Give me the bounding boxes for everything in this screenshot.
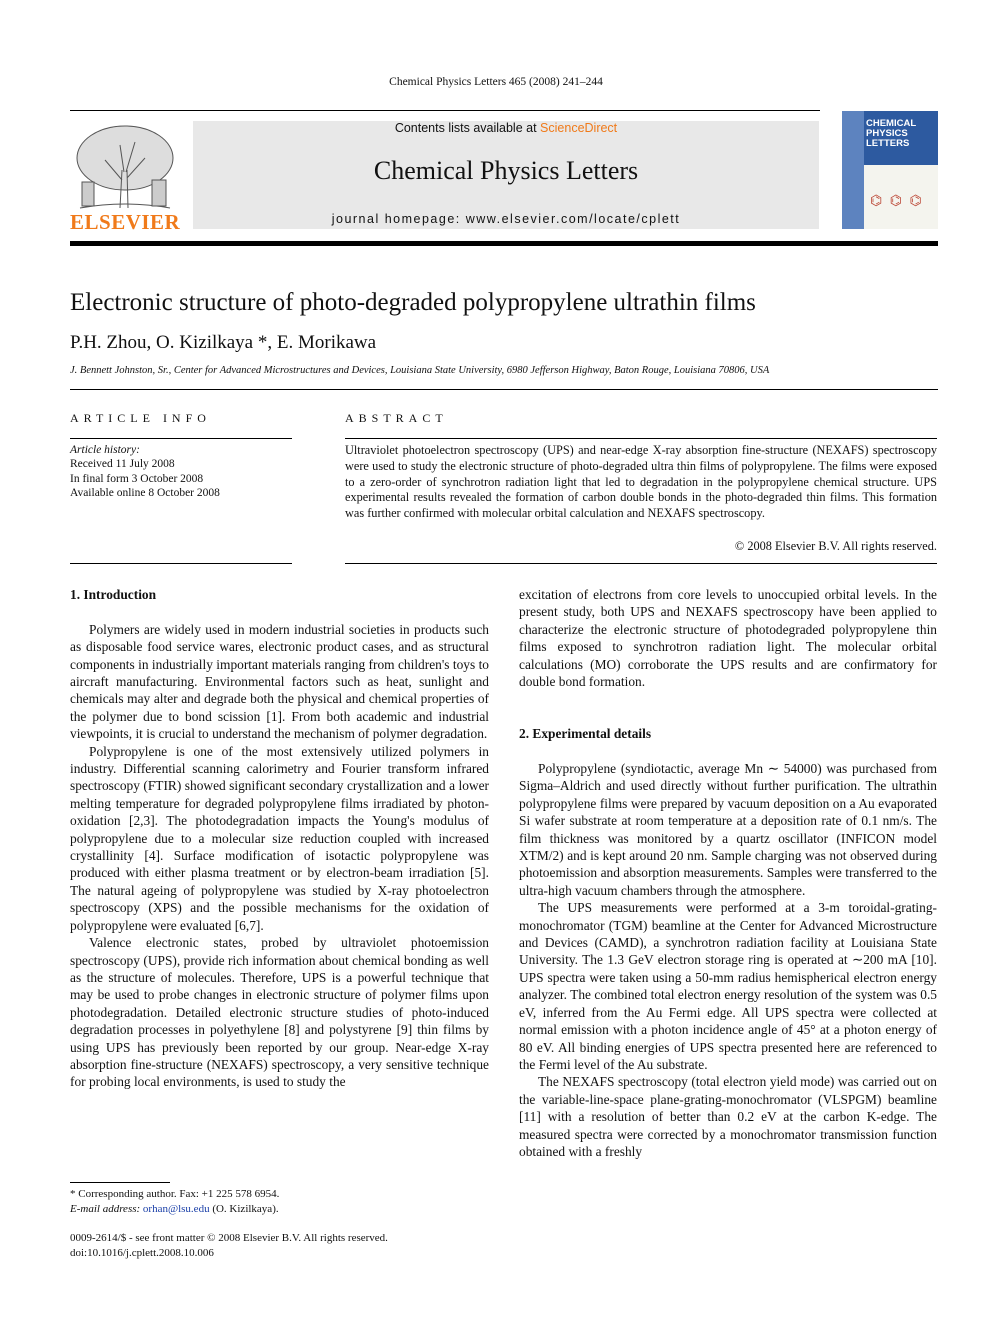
intro-paragraph-1: Polymers are widely used in modern industrial societies in products such as disposable food service wares, electronic product cases, and as structural components in industrially important materials ranging from children's toys to aircraft manufacturing. Environmental factors such as heat, sunlight and chemicals may alter and degrade both the physical and chemical properties of the polymer due to bond scission [1]. From both academic and industrial viewpoints, it is crucial to understand the mechanism of polymer degradation. [70,621,489,742]
running-head: Chemical Physics Letters 465 (2008) 241–244 [389,76,603,88]
sciencedirect-link[interactable]: ScienceDirect [540,121,618,135]
corresponding-author-footnote [70,1187,279,1216]
section-2-heading: 2. Experimental details [519,726,652,742]
right-column [519,586,937,1160]
intro-paragraph-3: Valence electronic states, probed by ultraviolet photoemission spectroscopy (UPS), provide rich information about chemical bonding as well as the structure of molecules. Therefore, UPS is a powerful technique that may be used to probe changes in electronic structure of polymer films upon photodegradation. Detailed electronic structure studies of photo-induced degradation processes in polyethylene [8] and polystyrene [9] thin films by using UPS has previously been reported by our group. Near-edge X-ray absorption fine-structure (NEXAFS) spectroscopy, a very sensitive technique for probing local environments, is used to study the [70,935,489,1090]
abstract-heading: ABSTRACT [345,411,448,425]
left-column [70,586,489,1091]
article-info-heading: ARTICLE INFO [70,411,211,425]
intro-paragraph-2: Polypropylene is one of the most extensively utilized polymers in industry. Differential scanning calorimetry and Fourier transform infrared spectroscopy (FTIR) showed significant secondary crystallization and a lower melting temperature for degraded polypropylene films irradiated by photon-oxidation [2,3]. The photodegradation impacts the Young's modulus of polypropylene due to a molecular size reduction coupled with increased crystallinity [4]. Surface modification of isotactic polypropylene was produced with either plasma treatment or by electron-beam irradiation [5]. The natural ageing of polypropylene was studied by X-ray photoelectron spectroscopy (XPS) and the possible mechanisms for the oxidation of polypropylene were evaluated [6,7]. [70,743,489,933]
email-line [70,1202,279,1217]
contents-line [193,121,819,135]
doi-line[interactable]: doi:10.1016/j.cplett.2008.10.006 [70,1246,214,1259]
molecule-icons: ⌬ ⌬ ⌬ [870,194,924,209]
intro-paragraph-4: excitation of electrons from core levels to unoccupied orbital levels. In the present study, both UPS and NEXAFS spectroscopy have been applied to characterize the electronic structure of photodegraded polypropylene thin films exposed to synchrotron radiation light. The molecular orbital calculations (MO) corroborate the UPS results and are confirmatory for double bond formation. [519,587,937,690]
elsevier-wordmark: ELSEVIER [70,210,181,234]
journal-cover-image [842,111,938,229]
article-authors: P.H. Zhou, O. Kizilkaya *, E. Morikawa [70,332,377,353]
article-history [70,443,220,500]
cover-stripe [842,111,864,229]
final-form-date: In final form 3 October 2008 [70,472,204,485]
affiliation-rule [70,389,938,390]
contents-prefix: Contents lists available at [394,121,537,135]
experimental-paragraph-2: The UPS measurements were performed at a 3-m toroidal-grating-monochromator (TGM) beamline at the Center for Advanced Microstructure and Devices (CAMD), a synchrotron radiation facility at Louisiana State University. The 1.3 GeV electron storage ring is operated at ∼200 mA [10]. UPS spectra were taken using a 50-mm radius hemispherical electron energy analyzer. The combined total electron energy resolution of the system was 0.5 eV, inferred from the Au Fermi edge. All UPS spectra were collected at normal emission with a photon incidence angle of 45° at a photon energy of 80 eV. All binding energies of UPS spectra presented here are referenced to the Fermi level of the Au substrate. [519,900,937,1072]
abstract-rule [345,438,937,439]
article-info-rule [70,438,292,439]
email-link[interactable]: orhan@lsu.edu [142,1202,210,1215]
history-label: Article history: [70,444,140,456]
experimental-paragraph-3: The NEXAFS spectroscopy (total electron yield mode) was carried out on the variable-line-space plane-grating-monochromator (VLSPGM) beamline [11] with a resolution of better than 0.2 eV at the carbon K-edge. The measured spectra were corrected by a monochromator transmission function obtained with a freshly [519,1074,937,1159]
email-label: E-mail address: [70,1202,141,1215]
received-date: Received 11 July 2008 [70,458,175,471]
section-1-heading: 1. Introduction [70,587,157,602]
front-matter-note [70,1231,388,1260]
author-affiliation: J. Bennett Johnston, Sr., Center for Advanced Microstructures and Devices, Louisiana State University, 6980 Jefferson Highway, Baton Rouge, Louisiana 70806, USA [70,365,770,376]
article-title: Electronic structure of photo-degraded polypropylene ultrathin films [70,289,756,316]
journal-name: Chemical Physics Letters [373,156,639,185]
header-rule [70,110,820,111]
journal-homepage[interactable]: journal homepage: www.elsevier.com/locate/cplett [331,212,681,226]
footnote-rule [70,1182,170,1183]
article-info-bottom-rule [70,563,292,564]
cover-title: CHEMICAL PHYSICS LETTERS [866,118,916,149]
experimental-paragraph-1: Polypropylene (syndiotactic, average Mn ∼ 54000) was purchased from Sigma–Aldrich and used directly without further purification. The ultrathin polypropylene films were prepared by vacuum deposition on a Au evaporated Si wafer substrate at room temperature at a deposition rate of 0.1 nm/s. The film thickness was monitored by a quartz oscillator (INFICON model XTM/2) and is kept around 20 nm. Sample charging was not observed during photoemission and absorption measurements. Samples were transferred to the ultra-high vacuum chambers through the atmosphere. [519,761,937,898]
corresponding-author: * Corresponding author. Fax: +1 225 578 6954. [70,1188,280,1200]
abstract-copyright: © 2008 Elsevier B.V. All rights reserved. [734,539,937,553]
issn-line: 0009-2614/$ - see front matter © 2008 Elsevier B.V. All rights reserved. [70,1232,388,1244]
email-suffix: (O. Kizilkaya). [212,1202,279,1215]
abstract-text: Ultraviolet photoelectron spectroscopy (UPS) and near-edge X-ray absorption fine-structure (NEXAFS) spectroscopy were used to study the electronic structure of photo-degraded ultra thin films of polypropylene. The films were exposed to a zero-order of synchrotron radiation light that led to degradation in the polypropylene chemical structure. UPS experimental results revealed the formation of carbon double bonds in the photo-degraded thin films. This formation was further confirmed with molecular orbital calculation and NEXAFS spectroscopy. [345,443,937,521]
online-date: Available online 8 October 2008 [70,486,220,499]
header-thick-rule [70,241,938,246]
abstract-bottom-rule [345,563,937,564]
